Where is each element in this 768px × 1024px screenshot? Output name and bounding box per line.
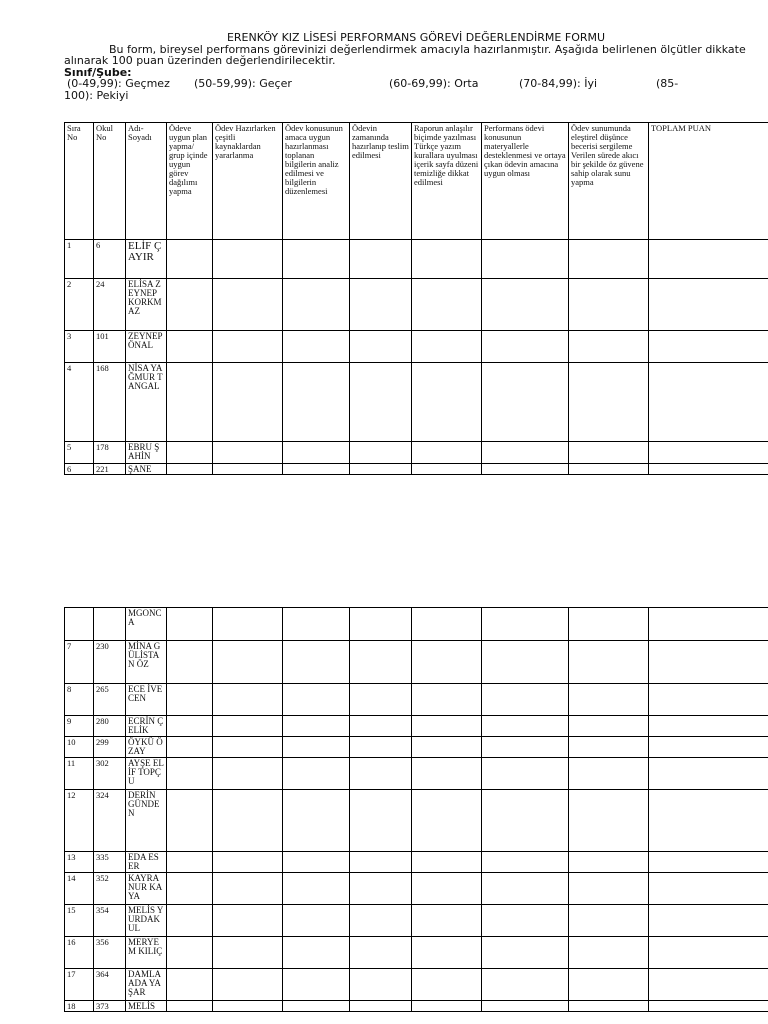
score-cell[interactable] [569, 363, 649, 442]
score-cell[interactable] [350, 240, 412, 279]
evaluation-table-page-2 [64, 607, 768, 1012]
class-label: Sınıf/Şube: [64, 65, 132, 79]
header-adi-soyadi: Adı-Soyadı [126, 123, 167, 240]
score-cell[interactable] [350, 464, 412, 475]
score-cell[interactable] [350, 608, 412, 641]
score-cell[interactable] [213, 758, 283, 790]
grade-scale [64, 78, 768, 102]
table-row [65, 442, 768, 464]
score-cell[interactable] [649, 969, 768, 1001]
score-cell[interactable] [350, 442, 412, 464]
student-name: NİSA YAĞMUR TANGAL [126, 363, 167, 442]
score-cell[interactable] [482, 363, 569, 442]
score-cell[interactable] [412, 790, 482, 852]
score-cell[interactable] [167, 1001, 213, 1012]
header-row [65, 123, 768, 240]
score-cell[interactable] [283, 716, 350, 737]
score-cell[interactable] [167, 279, 213, 331]
score-cell[interactable] [412, 1001, 482, 1012]
student-name: AYŞE ELİF TOPÇU [126, 758, 167, 790]
table-row [65, 873, 768, 905]
row-number[interactable] [65, 608, 94, 641]
score-cell[interactable] [569, 737, 649, 758]
score-cell[interactable] [213, 873, 283, 905]
score-cell[interactable] [412, 464, 482, 475]
student-name: ZEYNEP ÖNAL [126, 331, 167, 363]
score-cell[interactable] [213, 969, 283, 1001]
student-name-continued: MGONCA [126, 608, 167, 641]
score-cell[interactable] [482, 464, 569, 475]
school-number: 302 [94, 758, 126, 790]
header-toplam-puan: TOPLAM PUAN [649, 123, 768, 240]
grade-scale-average: (60-69,99): Orta [389, 77, 479, 90]
score-cell[interactable] [283, 442, 350, 464]
table-row [65, 758, 768, 790]
school-number: 24 [94, 279, 126, 331]
score-cell[interactable] [569, 1001, 649, 1012]
header-plan-gorev: Ödeve uygun plan yapma/ grup içinde uygun görev dağılımı yapma [167, 123, 213, 240]
score-cell[interactable] [569, 852, 649, 873]
score-cell[interactable] [213, 790, 283, 852]
student-name: KAYRA NUR KAYA [126, 873, 167, 905]
score-cell[interactable] [412, 937, 482, 969]
school-number[interactable] [94, 608, 126, 641]
score-cell[interactable] [569, 905, 649, 937]
score-cell[interactable] [167, 240, 213, 279]
score-cell[interactable] [569, 442, 649, 464]
score-cell[interactable] [350, 905, 412, 937]
table-row [65, 969, 768, 1001]
school-number: 354 [94, 905, 126, 937]
score-cell[interactable] [350, 852, 412, 873]
table-row [65, 790, 768, 852]
score-cell[interactable] [482, 873, 569, 905]
school-number: 265 [94, 684, 126, 716]
table-row [65, 852, 768, 873]
score-cell[interactable] [213, 331, 283, 363]
score-cell[interactable] [213, 240, 283, 279]
student-name: MELİS YURDAKUL [126, 905, 167, 937]
score-cell[interactable] [412, 684, 482, 716]
form-header [64, 32, 768, 102]
score-cell[interactable] [213, 608, 283, 641]
score-cell[interactable] [649, 279, 768, 331]
school-number: 324 [94, 790, 126, 852]
score-cell[interactable] [412, 279, 482, 331]
student-name: DAMLA ADA YAŞAR [126, 969, 167, 1001]
score-cell[interactable] [283, 873, 350, 905]
score-cell[interactable] [569, 240, 649, 279]
score-cell[interactable] [167, 363, 213, 442]
student-name: MELİS [126, 1001, 167, 1012]
table-row [65, 608, 768, 641]
score-cell[interactable] [213, 905, 283, 937]
school-number: 335 [94, 852, 126, 873]
score-cell[interactable] [482, 641, 569, 684]
score-cell[interactable] [167, 790, 213, 852]
score-cell[interactable] [350, 641, 412, 684]
score-cell[interactable] [283, 464, 350, 475]
row-number: 18 [65, 1001, 94, 1012]
row-number: 13 [65, 852, 94, 873]
score-cell[interactable] [482, 737, 569, 758]
row-number: 10 [65, 737, 94, 758]
score-cell[interactable] [649, 684, 768, 716]
student-name: EDA ESER [126, 852, 167, 873]
student-name: ELİSA ZEYNEP KORKMAZ [126, 279, 167, 331]
score-cell[interactable] [283, 969, 350, 1001]
score-cell[interactable] [649, 1001, 768, 1012]
header-sunum: Ödev sunumunda eleştirel düşünce becerisi sergileme Verilen sürede akıcı bir şekilde öz güvene sahip olarak sunu yapma [569, 123, 649, 240]
score-cell[interactable] [283, 641, 350, 684]
score-cell[interactable] [350, 279, 412, 331]
score-cell[interactable] [482, 1001, 569, 1012]
form-intro: Bu form, bireysel performans görevinizi değerlendirmek amacıyla hazırlanmıştır. Aşağıda belirlenen ölçütler dikkate alınarak 100 puan üzerinden değerlendirilecektir. [64, 42, 746, 67]
score-cell[interactable] [167, 442, 213, 464]
score-cell[interactable] [482, 240, 569, 279]
score-cell[interactable] [412, 240, 482, 279]
score-cell[interactable] [350, 716, 412, 737]
row-number: 4 [65, 363, 94, 442]
score-cell[interactable] [569, 937, 649, 969]
score-cell[interactable] [213, 442, 283, 464]
score-cell[interactable] [412, 716, 482, 737]
score-cell[interactable] [412, 608, 482, 641]
student-name: MİNA GÜLİSTAN ÖZ [126, 641, 167, 684]
score-cell[interactable] [350, 331, 412, 363]
score-cell[interactable] [350, 737, 412, 758]
score-cell[interactable] [482, 279, 569, 331]
score-cell[interactable] [649, 790, 768, 852]
score-cell[interactable] [412, 852, 482, 873]
score-cell[interactable] [649, 852, 768, 873]
grade-scale-good: (70-84,99): İyi [519, 77, 598, 90]
score-cell[interactable] [482, 790, 569, 852]
school-number: 280 [94, 716, 126, 737]
score-cell[interactable] [569, 331, 649, 363]
score-cell[interactable] [412, 758, 482, 790]
grade-scale-excellent-start: (85- [656, 77, 679, 90]
row-number: 3 [65, 331, 94, 363]
table-row [65, 737, 768, 758]
header-zamaninda-teslim: Ödevin zamanında hazırlanıp teslim edilmesi [350, 123, 412, 240]
row-number: 6 [65, 464, 94, 475]
score-cell[interactable] [213, 464, 283, 475]
student-name: DERİN GÜNDEN [126, 790, 167, 852]
school-number: 364 [94, 969, 126, 1001]
school-number: 168 [94, 363, 126, 442]
score-cell[interactable] [482, 758, 569, 790]
score-cell[interactable] [167, 852, 213, 873]
score-cell[interactable] [412, 641, 482, 684]
table-row [65, 464, 768, 475]
score-cell[interactable] [569, 758, 649, 790]
score-cell[interactable] [350, 873, 412, 905]
header-materyal: Performans ödevi konusunun materyallerle desteklenmesi ve ortaya çıkan ödevin amacına uygun olması [482, 123, 569, 240]
header-okul-no: Okul No [94, 123, 126, 240]
score-cell[interactable] [283, 1001, 350, 1012]
score-cell[interactable] [350, 684, 412, 716]
score-cell[interactable] [350, 790, 412, 852]
school-number: 299 [94, 737, 126, 758]
table-row [65, 641, 768, 684]
score-cell[interactable] [649, 363, 768, 442]
score-cell[interactable] [167, 464, 213, 475]
row-number: 16 [65, 937, 94, 969]
score-cell[interactable] [569, 279, 649, 331]
school-number: 6 [94, 240, 126, 279]
score-cell[interactable] [350, 758, 412, 790]
score-cell[interactable] [283, 905, 350, 937]
row-number: 5 [65, 442, 94, 464]
student-name: EBRU ŞAHİN [126, 442, 167, 464]
score-cell[interactable] [569, 641, 649, 684]
score-cell[interactable] [213, 1001, 283, 1012]
score-cell[interactable] [283, 608, 350, 641]
score-cell[interactable] [482, 716, 569, 737]
form-title: ERENKÖY KIZ LİSESİ PERFORMANS GÖREVİ DEĞERLENDİRME FORMU [226, 31, 606, 44]
table-row [65, 716, 768, 737]
table-row [65, 363, 768, 442]
score-cell[interactable] [412, 905, 482, 937]
score-cell[interactable] [569, 790, 649, 852]
student-name: ÖYKÜ ÖZAY [126, 737, 167, 758]
score-cell[interactable] [569, 873, 649, 905]
student-name: ECE İVECEN [126, 684, 167, 716]
score-cell[interactable] [482, 852, 569, 873]
score-cell[interactable] [283, 758, 350, 790]
score-cell[interactable] [412, 737, 482, 758]
school-number: 230 [94, 641, 126, 684]
score-cell[interactable] [283, 331, 350, 363]
header-konu-analiz: Ödev konusunun amaca uygun hazırlanması toplanan bilgilerin analiz edilmesi ve bilgilerin düzenlemesi [283, 123, 350, 240]
school-number: 178 [94, 442, 126, 464]
table-row [65, 905, 768, 937]
score-cell[interactable] [569, 464, 649, 475]
score-cell[interactable] [482, 442, 569, 464]
header-sira-no: Sıra No [65, 123, 94, 240]
score-cell[interactable] [283, 852, 350, 873]
table-row [65, 684, 768, 716]
score-cell[interactable] [482, 608, 569, 641]
score-cell[interactable] [569, 684, 649, 716]
score-cell[interactable] [649, 240, 768, 279]
score-cell[interactable] [213, 852, 283, 873]
score-cell[interactable] [649, 905, 768, 937]
score-cell[interactable] [482, 684, 569, 716]
score-cell[interactable] [283, 279, 350, 331]
score-cell[interactable] [283, 937, 350, 969]
score-cell[interactable] [350, 969, 412, 1001]
table-row [65, 279, 768, 331]
table-row [65, 240, 768, 279]
school-number: 356 [94, 937, 126, 969]
score-cell[interactable] [283, 363, 350, 442]
score-cell[interactable] [569, 716, 649, 737]
score-cell[interactable] [167, 737, 213, 758]
row-number: 12 [65, 790, 94, 852]
row-number: 14 [65, 873, 94, 905]
score-cell[interactable] [649, 716, 768, 737]
student-name: MERYEM KILIÇ [126, 937, 167, 969]
score-cell[interactable] [167, 905, 213, 937]
score-cell[interactable] [569, 969, 649, 1001]
score-cell[interactable] [213, 641, 283, 684]
score-cell[interactable] [167, 758, 213, 790]
score-cell[interactable] [649, 758, 768, 790]
score-cell[interactable] [167, 641, 213, 684]
row-number: 8 [65, 684, 94, 716]
score-cell[interactable] [167, 873, 213, 905]
evaluation-table-page-1 [64, 122, 768, 475]
school-number: 101 [94, 331, 126, 363]
score-cell[interactable] [649, 873, 768, 905]
row-number: 11 [65, 758, 94, 790]
score-cell[interactable] [412, 331, 482, 363]
score-cell[interactable] [649, 464, 768, 475]
score-cell[interactable] [482, 905, 569, 937]
score-cell[interactable] [350, 1001, 412, 1012]
score-cell[interactable] [213, 279, 283, 331]
score-cell[interactable] [649, 608, 768, 641]
grade-scale-excellent-end: 100): Pekiyi [64, 89, 129, 102]
student-name: ECRİN ÇELİK [126, 716, 167, 737]
row-number: 15 [65, 905, 94, 937]
table-row [65, 1001, 768, 1012]
score-cell[interactable] [213, 363, 283, 442]
score-cell[interactable] [412, 873, 482, 905]
score-cell[interactable] [213, 684, 283, 716]
score-cell[interactable] [213, 716, 283, 737]
score-cell[interactable] [482, 937, 569, 969]
school-number: 221 [94, 464, 126, 475]
school-number: 373 [94, 1001, 126, 1012]
row-number: 7 [65, 641, 94, 684]
header-kaynak: Ödev Hazırlarken çeşitli kaynaklardan yararlanma [213, 123, 283, 240]
grade-scale-fail: (0-49,99): Geçmez [67, 77, 170, 90]
score-cell[interactable] [167, 331, 213, 363]
score-cell[interactable] [649, 331, 768, 363]
score-cell[interactable] [569, 608, 649, 641]
score-cell[interactable] [350, 363, 412, 442]
score-cell[interactable] [167, 608, 213, 641]
score-cell[interactable] [649, 937, 768, 969]
row-number: 17 [65, 969, 94, 1001]
score-cell[interactable] [412, 969, 482, 1001]
score-cell[interactable] [283, 737, 350, 758]
score-cell[interactable] [350, 937, 412, 969]
school-number: 352 [94, 873, 126, 905]
student-name: ELİF ÇAYIR [126, 240, 167, 279]
score-cell[interactable] [167, 716, 213, 737]
score-cell[interactable] [649, 641, 768, 684]
score-cell[interactable] [213, 937, 283, 969]
score-cell[interactable] [167, 937, 213, 969]
row-number: 2 [65, 279, 94, 331]
header-rapor-yazim: Raporun anlaşılır biçimde yazılması Türkçe yazım kurallara uyulması içerik sayfa düzeni temizliğe dikkat edilmesi [412, 123, 482, 240]
student-name: ŞANE [126, 464, 167, 475]
score-cell[interactable] [412, 363, 482, 442]
table-row [65, 331, 768, 363]
row-number: 1 [65, 240, 94, 279]
row-number: 9 [65, 716, 94, 737]
score-cell[interactable] [649, 442, 768, 464]
score-cell[interactable] [283, 684, 350, 716]
grade-scale-pass: (50-59,99): Geçer [194, 77, 292, 90]
score-cell[interactable] [412, 442, 482, 464]
score-cell[interactable] [482, 969, 569, 1001]
score-cell[interactable] [167, 969, 213, 1001]
score-cell[interactable] [283, 790, 350, 852]
table-row [65, 937, 768, 969]
score-cell[interactable] [649, 737, 768, 758]
score-cell[interactable] [482, 331, 569, 363]
score-cell[interactable] [167, 684, 213, 716]
score-cell[interactable] [213, 737, 283, 758]
score-cell[interactable] [283, 240, 350, 279]
